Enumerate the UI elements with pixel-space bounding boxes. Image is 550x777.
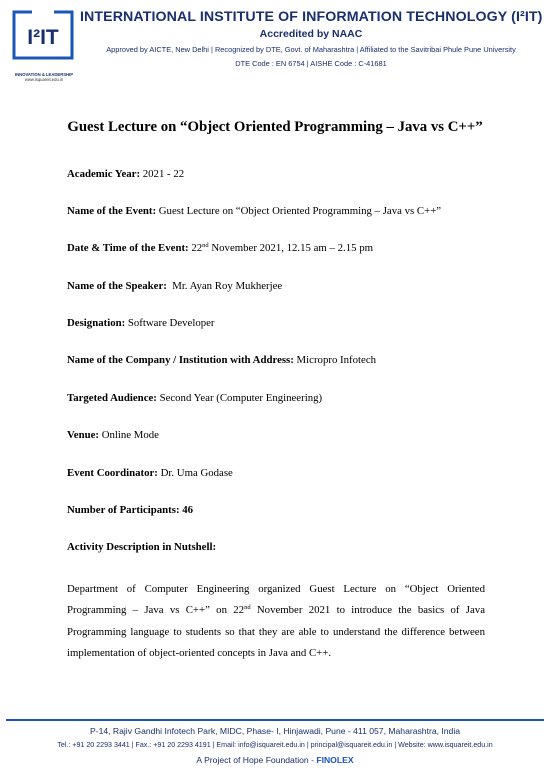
codes-line: DTE Code : EN 6754 | AISHE Code : C-41681	[235, 59, 387, 68]
logo-text: I²IT	[27, 26, 59, 49]
field-value: Micropro Infotech	[293, 354, 377, 366]
field-participants	[67, 504, 193, 516]
field-label: Date & Time of the Event:	[67, 242, 189, 254]
field-label: Event Coordinator:	[67, 467, 158, 479]
field-value: Guest Lecture on “Object Oriented Programming – Java vs C++”	[156, 205, 442, 217]
ordinal-suffix: nd	[244, 604, 251, 612]
description-line: implementation of object-oriented concepts in Java and C++.	[67, 647, 332, 660]
institute-name: INTERNATIONAL INSTITUTE OF INFORMATION TECHNOLOGY (I²IT)	[80, 9, 543, 25]
field-audience	[67, 392, 322, 404]
field-value-pre: 22	[188, 242, 203, 254]
field-value: 2021 - 22	[140, 168, 185, 180]
footer-divider	[6, 719, 544, 721]
footer-address: P-14, Rajiv Gandhi Infotech Park, MIDC, Phase- I, Hinjawadi, Pune - 411 057, Maharashtra, India	[89, 726, 461, 736]
description-line: Department of Computer Engineering organized Guest Lecture on “Object Oriented	[67, 583, 485, 595]
logo-url: www.isquareit.edu.in	[24, 77, 64, 82]
field-value: Mr. Ayan Roy Mukherjee	[166, 280, 283, 292]
field-activity-heading	[67, 541, 216, 553]
document-title: Guest Lecture on “Object Oriented Programming – Java vs C++”	[67, 119, 483, 135]
field-label: Designation:	[67, 317, 126, 329]
accreditation: Accredited by NAAC	[259, 28, 363, 40]
approvals-line: Approved by AICTE, New Delhi | Recognized by DTE, Govt. of Maharashtra | Affiliated to the Savitribai Phule Pune University	[106, 45, 516, 54]
activity-description	[67, 579, 485, 665]
footer-project-text: A Project of Hope Foundation -	[196, 755, 317, 765]
field-value: Second Year (Computer Engineering)	[156, 392, 323, 404]
field-label: Venue:	[67, 429, 99, 441]
field-value: Dr. Uma Godase	[157, 467, 233, 479]
field-designation	[67, 317, 215, 329]
field-speaker	[67, 280, 282, 292]
description-text: Programming – Java vs C++” on 22	[67, 604, 245, 617]
footer-contact: Tel.: +91 20 2293 3441 | Fax.: +91 20 2293 4191 | Email: info@isquareit.edu.in | principal@isquareit.edu.in | Website: www.isquareit.edu.in	[57, 741, 493, 749]
field-company	[67, 354, 376, 366]
field-label: Name of the Speaker:	[67, 280, 167, 292]
field-date-time	[67, 242, 373, 254]
field-label: Name of the Company / Institution with Address:	[67, 354, 294, 366]
institute-logo	[12, 10, 74, 60]
logo-tagline: INNOVATION & LEADERSHIP	[14, 72, 73, 77]
field-venue	[67, 429, 159, 441]
field-value: Software Developer	[125, 317, 215, 329]
field-academic-year	[67, 168, 184, 180]
footer-project	[0, 755, 550, 765]
field-event-name	[67, 205, 441, 217]
ordinal-suffix: nd	[202, 242, 209, 249]
field-value: Online Mode	[99, 429, 159, 441]
description-line: Programming language to students so that they are able to understand the difference between	[67, 625, 485, 638]
footer-brand: FINOLEX	[316, 755, 354, 765]
field-coordinator	[67, 467, 233, 479]
field-label: Academic Year:	[67, 168, 141, 180]
field-label: Name of the Event:	[67, 205, 157, 217]
field-label: Activity Description in Nutshell:	[67, 541, 217, 553]
logo-tagline-block	[8, 72, 80, 82]
field-value-post: November 2021, 12.15 am – 2.15 pm	[208, 242, 373, 254]
field-label: Number of Participants: 46	[67, 504, 194, 516]
description-text: November 2021 to introduce the basics of Java	[250, 604, 485, 617]
description-line	[67, 600, 485, 621]
field-label: Targeted Audience:	[67, 392, 157, 404]
